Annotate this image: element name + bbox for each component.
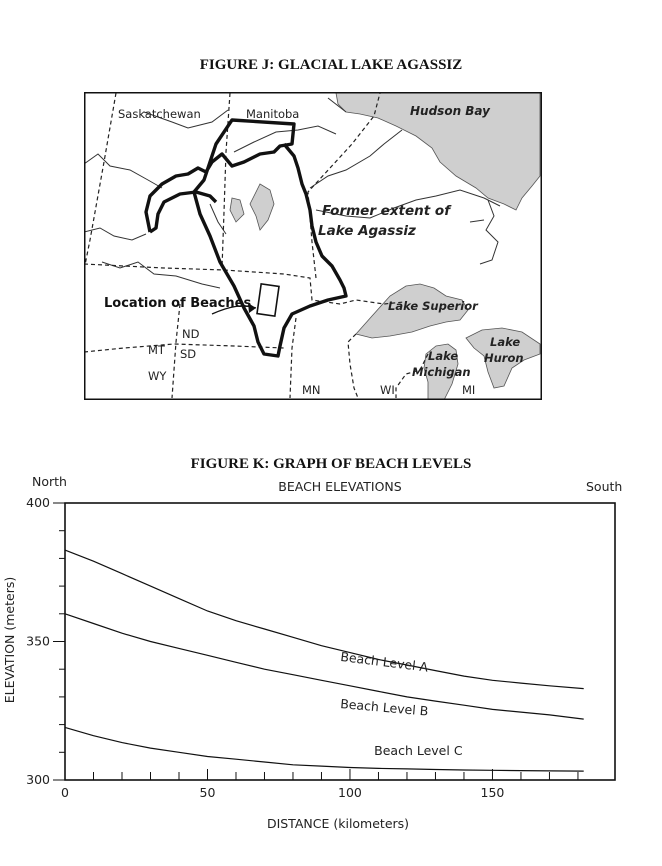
figure-k-title: FIGURE K: GRAPH OF BEACH LEVELS	[190, 456, 472, 472]
lake-agassiz-map	[84, 92, 542, 400]
x-tick-label: 50	[199, 785, 216, 800]
label-nd: ND	[182, 327, 200, 341]
label-lake-michigan-1: Lake	[428, 349, 459, 363]
label-wi: WI	[380, 383, 395, 397]
label-manitoba: Manitoba	[246, 107, 300, 121]
label-location-of-beaches: Location of Beaches	[104, 296, 252, 311]
label-mi: MI	[462, 383, 476, 397]
label-saskatchewan: Saskatchewan	[118, 107, 201, 121]
label-mt: MT	[148, 343, 165, 357]
x-tick-label: 100	[338, 785, 362, 800]
x-axis-label: DISTANCE (kilometers)	[266, 816, 410, 831]
series-line-3	[65, 727, 584, 771]
axis-ticks	[26, 495, 578, 800]
label-lake-superior: Lake Superior	[388, 299, 478, 313]
label-hudson-bay: Hudson Bay	[410, 104, 490, 118]
series-line-1	[65, 550, 584, 689]
plot-frame	[65, 503, 615, 780]
label-wy: WY	[148, 369, 167, 383]
label-sd: SD	[180, 347, 197, 361]
label-former-extent: Former extent of	[322, 203, 451, 219]
x-tick-label: 0	[61, 785, 69, 800]
label-lake-huron-1: Lake	[490, 335, 521, 349]
label-lake-michigan-2: Michigan	[412, 365, 471, 379]
series-label-2: Beach Level B	[339, 696, 429, 719]
y-axis-label: ELEVATION (meters)	[2, 576, 17, 704]
label-mn: MN	[302, 383, 321, 397]
label-lake-agassiz: Lake Agassiz	[318, 223, 416, 239]
beach-levels-chart	[0, 470, 662, 840]
figure-j-title: FIGURE J: GLACIAL LAKE AGASSIZ	[199, 57, 463, 73]
y-tick-label: 350	[26, 633, 50, 649]
north-label: North	[32, 474, 67, 489]
x-tick-label: 150	[480, 785, 505, 800]
chart-title: BEACH ELEVATIONS	[278, 479, 402, 494]
series-label-1: Beach Level A	[339, 648, 429, 675]
y-tick-label: 400	[26, 495, 50, 510]
series-line-2	[65, 614, 584, 719]
label-lake-huron-2: Huron	[484, 351, 524, 365]
series-label-3: Beach Level C	[374, 743, 463, 759]
series-lines	[65, 550, 584, 771]
y-tick-label: 300	[26, 772, 50, 787]
south-label: South	[586, 479, 623, 494]
